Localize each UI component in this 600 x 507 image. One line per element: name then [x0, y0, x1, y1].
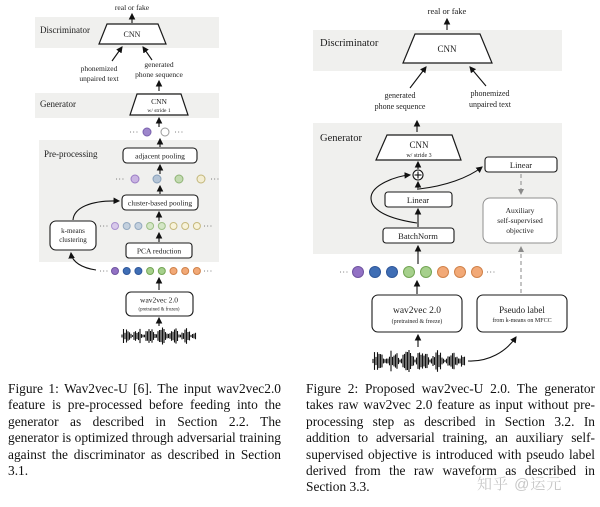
wav2vec-label: wav2vec 2.0	[392, 306, 442, 316]
arrow-text-to-discriminator	[112, 47, 122, 61]
ellipsis: ···	[129, 128, 139, 137]
generator-cnn-label: CNN	[151, 97, 167, 106]
ellipsis: ···	[203, 222, 213, 231]
discriminator-cnn-label: CNN	[123, 30, 141, 39]
feature-dot	[147, 268, 154, 275]
feature-dot	[123, 223, 130, 230]
feature-dot	[421, 267, 432, 278]
ellipsis: ···	[115, 175, 125, 184]
feature-dot	[370, 267, 381, 278]
kmeans-label-1: k-means	[61, 227, 85, 235]
feature-dot	[158, 268, 165, 275]
pca-label: PCA reduction	[136, 246, 182, 256]
figure1-diagram	[0, 0, 300, 380]
feature-dot	[353, 267, 364, 278]
wav2vec-label: wav2vec 2.0	[140, 295, 178, 305]
feature-dot	[112, 268, 119, 275]
adjacent-pooling-label: adjacent pooling	[135, 151, 185, 161]
wav2vec-feature-dots	[112, 268, 201, 275]
ellipsis: ···	[486, 268, 496, 277]
feature-dot	[135, 223, 142, 230]
feature-dot	[182, 268, 189, 275]
feature-dot	[143, 128, 151, 136]
auxiliary-label-2: self-supervised	[497, 216, 543, 225]
linear-label: Linear	[406, 195, 430, 205]
generator-cnn-label: CNN	[409, 140, 429, 150]
phonemized-text-label-2: unpaired text	[79, 74, 119, 83]
figure1-caption: Figure 1: Wav2vec-U [6]. The input wav2vec2.0 feature is pre-processed before feeding into the generator as described in Section 2.2. The generator is optimized through adversarial training against the discriminator as described in Section 3.1.	[8, 381, 281, 479]
auxiliary-label-1: Auxiliary	[505, 206, 535, 215]
arrow-gen-to-discriminator	[143, 47, 152, 60]
feature-dot	[438, 267, 449, 278]
feature-dot	[170, 223, 177, 230]
feature-dot	[182, 223, 189, 230]
discriminator-label: Discriminator	[40, 25, 90, 35]
feature-dot	[170, 268, 177, 275]
figure2-diagram	[300, 0, 600, 380]
feature-dot	[387, 267, 398, 278]
kmeans-label-2: clustering	[59, 236, 87, 244]
feature-dot	[131, 175, 139, 183]
feature-dot	[112, 223, 119, 230]
generated-phone-label-2: phone sequence	[374, 102, 426, 111]
preprocessing-label: Pre-processing	[44, 149, 98, 159]
arrow-wave-to-pseudo	[468, 337, 516, 361]
feature-dot	[153, 175, 161, 183]
discriminator-cnn-label: CNN	[437, 44, 457, 54]
feature-dot	[135, 268, 142, 275]
generator-label: Generator	[40, 99, 76, 109]
ellipsis: ···	[210, 175, 220, 184]
feature-dot	[455, 267, 466, 278]
discriminator-label: Discriminator	[320, 38, 379, 49]
cluster-pooling-label: cluster-based pooling	[127, 198, 193, 208]
wav2vec-feature-dots	[353, 267, 483, 278]
audio-waveform	[122, 328, 196, 345]
ellipsis: ···	[339, 268, 349, 277]
generator-cnn-stride-label: w/ stride 1	[147, 108, 171, 114]
linear-right-label: Linear	[509, 160, 533, 170]
pseudo-sublabel: from k-means on MFCC	[492, 318, 552, 324]
feature-dot	[197, 175, 205, 183]
generator-input-dots	[143, 128, 169, 136]
ellipsis: ···	[203, 267, 213, 276]
feature-dot	[175, 175, 183, 183]
wav2vec-sublabel: (pretrained & freeze)	[391, 319, 443, 325]
feature-dot	[193, 268, 200, 275]
phonemized-text-label-1: phonemized	[80, 64, 118, 73]
ellipsis: ···	[99, 267, 109, 276]
sum-node	[413, 170, 423, 180]
phonemized-text-label-1: phonemized	[470, 89, 510, 98]
real-or-fake-label: real or fake	[114, 3, 150, 12]
phonemized-text-label-2: unpaired text	[469, 100, 511, 109]
auxiliary-label-3: objective	[506, 226, 534, 235]
generated-phone-label-1: generated	[384, 91, 416, 100]
feature-dot	[161, 128, 169, 136]
feature-dot	[158, 223, 165, 230]
real-or-fake-label: real or fake	[427, 6, 467, 16]
generator-label: Generator	[320, 133, 362, 144]
feature-dot	[193, 223, 200, 230]
generated-phone-label-2: phone sequence	[135, 70, 183, 79]
generated-phone-label-1: generated	[144, 60, 174, 69]
feature-dot	[123, 268, 130, 275]
watermark: 知乎 @运元	[477, 476, 563, 493]
audio-waveform	[373, 350, 465, 372]
ellipsis: ···	[174, 128, 184, 137]
wav2vec-sublabel: (pretrained & frozen)	[138, 307, 180, 313]
generator-cnn-stride-label: w/ stride 3	[406, 153, 432, 159]
feature-dot	[404, 267, 415, 278]
pseudo-label: Pseudo label	[499, 305, 545, 315]
figure2-caption: Figure 2: Proposed wav2vec-U 2.0. The generator takes raw wav2vec 2.0 feature as input without pre-processing step as described in Section 3.2. In addition to adversarial training, an auxiliary self-supervised objective is introduced with pseudo label derived from the raw waveform as described in Section 3.3.	[306, 381, 595, 495]
feature-dot	[472, 267, 483, 278]
ellipsis: ···	[99, 222, 109, 231]
feature-dot	[147, 223, 154, 230]
batchnorm-label: BatchNorm	[398, 231, 438, 241]
